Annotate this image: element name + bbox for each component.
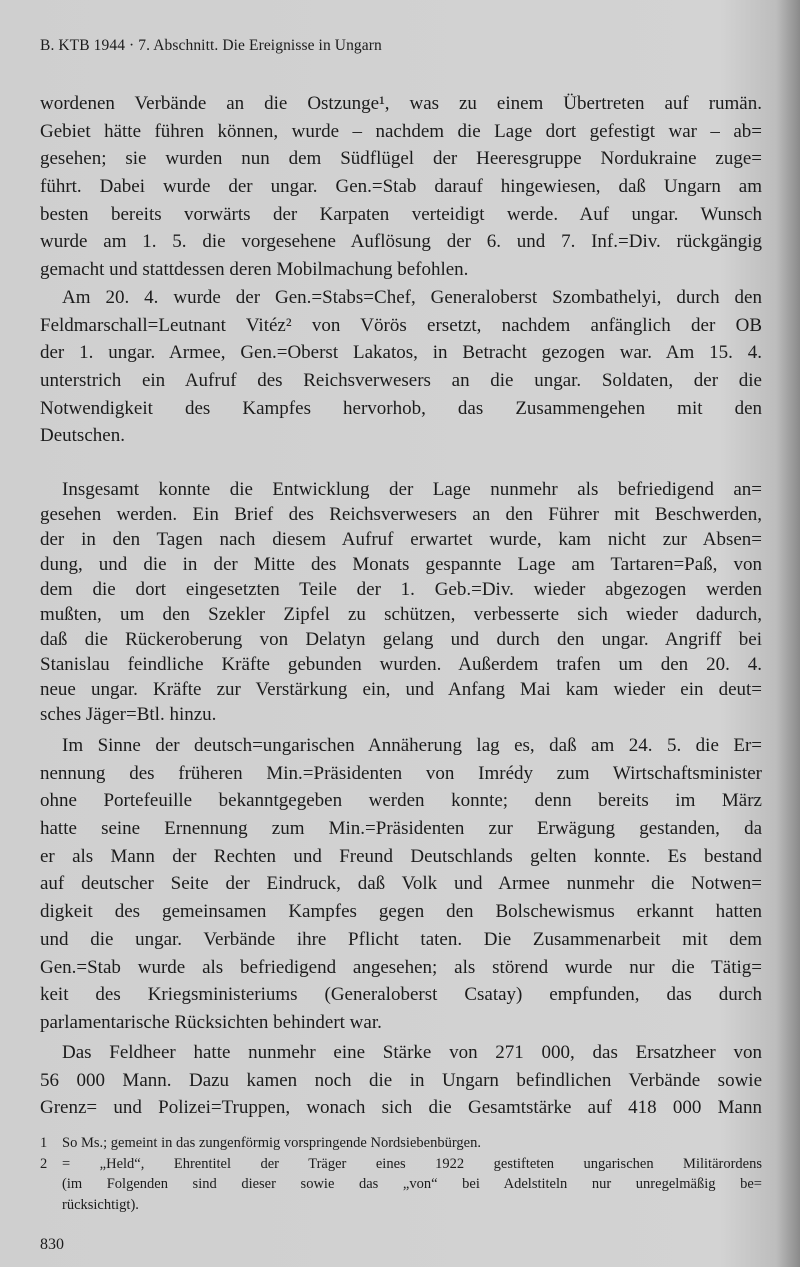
text-line: der 1. ungar. Armee, Gen.=Oberst Lakatos, in Betracht gezogen war. Am 15. 4. (40, 342, 762, 364)
text-line: führt. Dabei wurde der ungar. Gen.=Stab darauf hingewiesen, daß Ungarn am (40, 176, 762, 198)
text-line: er als Mann der Rechten und Freund Deutschlands gelten konnte. Es bestand (40, 845, 762, 867)
text-line: wordenen Verbände an die Ostzunge¹, was zu einem Übertreten auf rumän. (40, 93, 762, 114)
footnote (40, 1154, 762, 1216)
paragraph (40, 1039, 762, 1122)
text-line: 56 000 Mann. Dazu kamen noch die in Ungarn befindlichen Verbände sowie (40, 1069, 762, 1091)
page-number: 830 (40, 1236, 64, 1253)
text-line: digkeit des gemeinsamen Kampfes gegen den Bolschewismus erkannt hatten (40, 901, 762, 923)
footnote-number: 1 (40, 1135, 48, 1151)
text-line: Gebiet hätte führen können, wurde – nachdem die Lage dort gefestigt war – ab= (40, 120, 762, 142)
text-line: Notwendigkeit des Kampfes hervorhob, das Zusammengehen mit den (40, 397, 762, 419)
text-line: mußten, um den Szekler Zipfel zu schützen, verbesserte sich wieder dadurch, (40, 604, 762, 625)
text-line: dung, und die in der Mitte des Monats gespannte Lage am Tartaren=Paß, von (40, 554, 762, 575)
text-line: keit des Kriegsministeriums (Generaloberst Csatay) empfunden, das durch (40, 984, 762, 1006)
text-line: Das Feldheer hatte nunmehr eine Stärke von 271 000, das Ersatzheer von (62, 1042, 762, 1063)
text-line: Stanislau feindliche Kräfte gebunden wurden. Außerdem trafen um den 20. 4. (40, 654, 762, 675)
text-line: dem die dort eingesetzten Teile der 1. Geb.=Div. wieder abgezogen werden (40, 579, 762, 600)
text-line: der in den Tagen nach diesem Aufruf erwartet wurde, kam nicht zur Absen= (40, 529, 762, 550)
text-line: Am 20. 4. wurde der Gen.=Stabs=Chef, Generaloberst Szombathelyi, durch den (62, 287, 762, 308)
text-line: besten bereits vorwärts der Karpaten verteidigt werde. Auf ungar. Wunsch (40, 203, 762, 225)
text-line: auf deutscher Seite der Eindruck, daß Volk und Armee nunmehr die Notwen= (40, 873, 762, 895)
footnotes (40, 1133, 762, 1215)
footnote-line: = „Held“, Ehrentitel der Träger eines 1922 gestifteten ungarischen Militärordens (62, 1155, 762, 1172)
text-line: ohne Portefeuille bekanntgegeben werden konnte; denn bereits im März (40, 790, 762, 812)
footnote-line: rücksichtigt). (62, 1196, 139, 1213)
paragraph (40, 732, 762, 1037)
text-line: daß die Rückeroberung von Delatyn gelang und durch den ungar. Angriff bei (40, 629, 762, 650)
text-line: und die ungar. Verbände ihre Pflicht taten. Die Zusammenarbeit mit dem (40, 928, 762, 950)
text-line: Im Sinne der deutsch=ungarischen Annäherung lag es, daß am 24. 5. die Er= (62, 735, 762, 756)
text-line: parlamentarische Rücksichten behindert war. (40, 1011, 382, 1033)
footnote-number: 2 (40, 1155, 48, 1172)
text-line: neue ungar. Kräfte zur Verstärkung ein, und Anfang Mai kam wieder ein deut= (40, 679, 762, 700)
text-line: sches Jäger=Btl. hinzu. (40, 704, 217, 725)
text-line: Insgesamt konnte die Entwicklung der Lage nunmehr als befriedigend an= (62, 479, 762, 500)
paragraph (40, 90, 762, 284)
paragraph (40, 477, 762, 727)
text-line: wurde am 1. 5. die vorgesehene Auflösung der 6. und 7. Inf.=Div. rückgängig (40, 231, 762, 253)
running-head: B. KTB 1944 · 7. Abschnitt. Die Ereignisse in Ungarn (40, 37, 382, 54)
text-line: Feldmarschall=Leutnant Vitéz² von Vörös ersetzt, nachdem anfänglich der OB (40, 314, 762, 336)
footnote (40, 1133, 762, 1154)
text-line: gemacht und stattdessen deren Mobilmachung befohlen. (40, 259, 469, 281)
text-line: Grenz= und Polizei=Truppen, wonach sich die Gesamtstärke auf 418 000 Mann (40, 1097, 762, 1119)
footnote-line: (im Folgenden sind dieser sowie das „von“ bei Adelstiteln nur unregelmäßig be= (62, 1176, 762, 1192)
text-line: gesehen werden. Ein Brief des Reichsverwesers an den Führer mit Beschwerden, (40, 504, 762, 525)
footnote-line: So Ms.; gemeint in das zungenförmig vorspringende Nordsiebenbürgen. (62, 1135, 481, 1151)
text-line: nennung des früheren Min.=Präsidenten von Imrédy zum Wirtschaftsminister (40, 762, 762, 784)
paragraph (40, 284, 762, 450)
text-line: Gen.=Stab wurde als befriedigend angesehen; als störend wurde nur die Tätig= (40, 956, 762, 978)
text-line: gesehen; sie wurden nun dem Südflügel der Heeresgruppe Nordukraine zuge= (40, 148, 762, 170)
text-line: Deutschen. (40, 425, 125, 447)
text-line: hatte seine Ernennung zum Min.=Präsidenten zur Erwägung gestanden, da (40, 818, 762, 840)
text-line: unterstrich ein Aufruf des Reichsverwesers an die ungar. Soldaten, der die (40, 370, 762, 392)
